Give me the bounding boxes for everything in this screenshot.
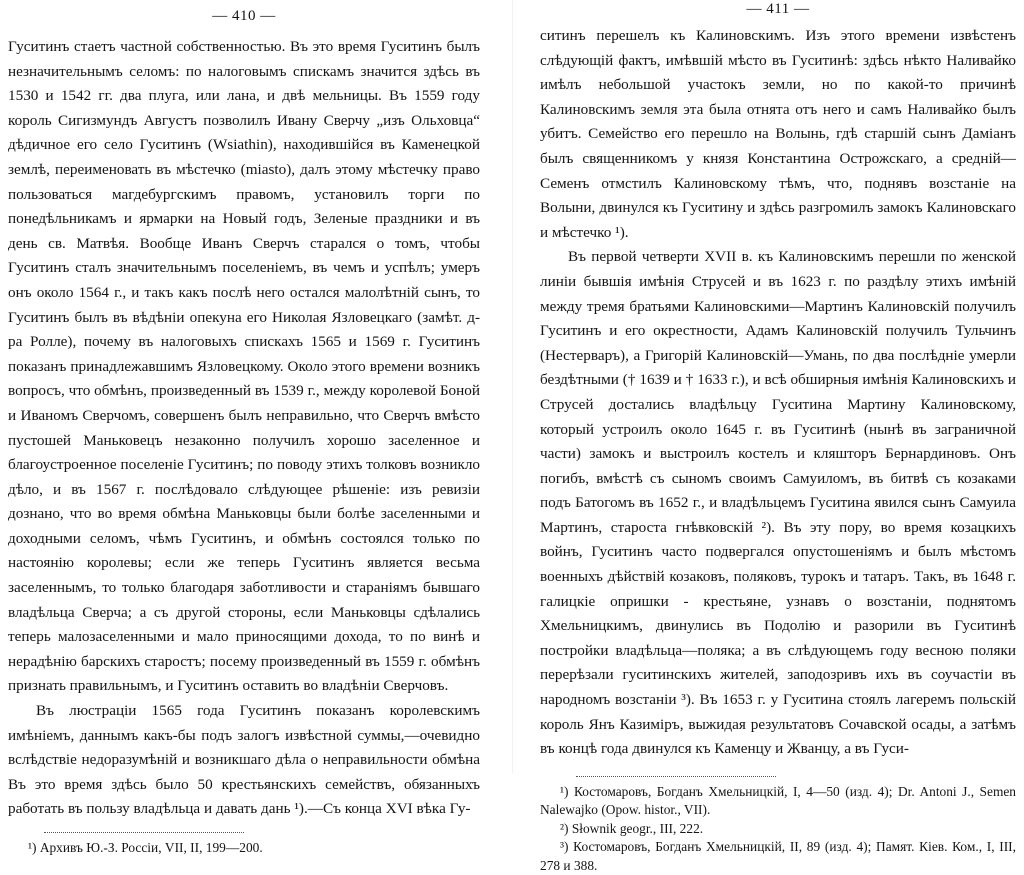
paragraph: ситинъ перешелъ къ Калиновскимъ. Изъ этого времени извѣстенъ слѣдующій фактъ, имѣвшій мѣсто въ Гуситинѣ: здѣсь нѣкто Наливайко имѣлъ небольшой участокъ земли, но по какой-то причинѣ Калиновскимъ земля эта была отнята отъ него и самъ Наливайко былъ убитъ. Семейство его перешло на Волынь, гдѣ старшій сынъ Даміанъ былъ священникомъ у князя Константина Острожскаго, а средній—Семенъ отмстилъ Калиновскому тѣмъ, что, поднявъ возстаніе на Волыни, двинулся къ Гуситину и здѣсь разгромилъ замокъ Калиновскаго и мѣстечко ¹). [540,27,1016,241]
paragraph: Въ первой четверти XVII в. къ Калиновскимъ перешли по женской линіи бывшія имѣнія Струсей и въ 1623 г. по раздѣлу этихъ имѣній между тремя братьями Калиновскими—Мартинъ Калиновскій получилъ Гуситинъ и его окрестности, Адамъ Калиновскій получилъ Тульчинъ (Нестерваръ), а Григорій Калиновскій—Умань, по два послѣдніе умерли бездѣтными († 1639 и † 1633 г.), и всѣ обширныя имѣнія Калиновскихъ и Струсей достались владѣльцу Гуситина Мартину Калиновскому, который устроилъ около 1645 г. въ Гуситинѣ (нынѣ въ заграничной части) замокъ и выстроилъ костелъ и кляшторъ Бернардиновъ. Онъ погибъ, вмѣстѣ съ сыномъ своимъ Самуиломъ, въ битвѣ съ козаками подъ Батогомъ въ 1652 г., и владѣльцемъ Гуситина явился сынъ Самуила Мартинъ, староста гнѣвковскій ²). Въ эту пору, во время козацкихъ войнъ, Гуситинъ часто подвергался опустошеніямъ и былъ мѣстомъ военныхъ дѣйствій козаковъ, поляковъ, турокъ и татаръ. Такъ, въ 1648 г. галицкіе опришки - крестьяне, узнавъ о возстаніи, поднятомъ Хмельницкимъ, двинулись въ Подолію и разорили въ Гуситинѣ постройки владѣльца—поляка; а въ слѣдующемъ году весною поляки перерѣзали гуситинскихъ жителей, заподозривъ ихъ въ соучастіи въ народномъ возстаніи ³). Въ 1653 г. у Гуситина стоялъ лагеремъ польскій король Янъ Казиміръ, выжидая результатовъ Сочавской осады, а затѣмъ въ концѣ года двинулся къ Каменцу и Жванцу, а въ Гуси- [540,248,1016,758]
body-text [540,24,1016,762]
paragraph: Въ люстраціи 1565 года Гуситинъ показанъ королевскимъ имѣніемъ, даннымъ какъ-бы подъ залогъ извѣстной суммы,—очевидно вслѣдствіе недоразумѣній и возникшаго дѣла о неправильности обмѣна Въ это время здѣсь было 50 крестьянскихъ семействъ, обязанныхъ работать въ пользу владѣльца и давать дань ¹).—Съ конца XVI вѣка Гу- [8,702,480,818]
footnote: ¹) Архивъ Ю.-З. Россіи, VII, II, 199—200. [28,840,263,855]
footnote: ¹) Костомаровъ, Богданъ Хмельницкій, I, 4—50 (изд. 4); Dr. Antoni J., Semen Nalewajko (Opow. histor., VII). [540,783,1016,818]
footnote: ³) Костомаровъ, Богданъ Хмельницкій, II, 89 (изд. 4); Памят. Кіев. Ком., I, III, 278 и 388. [540,839,1016,873]
paragraph: Гуситинъ стаетъ частной собственностью. Въ это время Гуситинъ былъ незначительнымъ селомъ: по налоговымъ спискамъ значится здѣсь въ 1530 и 1542 гг. два плуга, или лана, и двѣ мельницы. Въ 1559 году король Сигизмундъ Августъ позволилъ Ивану Сверчу „изъ Ольховца“ дѣдичное его село Гуситинъ (Wsiathin), находившійся въ Каменецкой землѣ, переименовать въ мѣстечко (miasto), далъ этому мѣстечку право пользоваться магдебургскимъ правомъ, установилъ торги по понедѣльникамъ и ярмарки на Новый годъ, Зеленые праздники и въ день св. Матвѣя. Вообще Иванъ Сверчъ старался о томъ, чтобы Гуситинъ сталъ значительнымъ поселеніемъ, въ чемъ и успѣлъ; умеръ онъ около 1564 г., и такъ какъ послѣ него остался малолѣтній сынъ, то Гуситинъ былъ въ вѣдѣніи опекуна его Николая Язловецкаго (замѣт. д-ра Ролле), почему въ налоговыхъ спискахъ 1565 и 1569 г. Гуситинъ показанъ принадлежавшимъ Язловецкому. Около этого времени возникъ вопросъ, что обмѣнъ, произведенный въ 1539 г., между королевой Боной и Иваномъ Сверчомъ, совершенъ былъ неправильно, что Сверчъ вмѣсто пустошей Маньковецъ незаконно получилъ хорошо заселенное и благоустроенное поселеніе Гуситинъ; по поводу этихъ толковъ возникло дѣло, и въ 1567 г. послѣдовало слѣдующее рѣшеніе: изъ ревизіи дознано, что во время обмѣна Маньковцы были болѣе заселенными и доходными селомъ, чѣмъ Гуситинъ, и обмѣнъ состоялся только по настоянію королевы; если же теперь Гуситинъ является весьма заселеннымъ, то только благодаря заботливости и стараніямъ бывшаго владѣльца Сверча; а съ другой стороны, если Маньковцы сдѣлались теперь малозаселенными и мало приносящими дохода, то по винѣ и нерадѣнію барскихъ старостъ; посему произведенный въ 1559 г. обмѣнъ признать правильнымъ, и Гуситинъ оставить во владѣніи Сверчовъ. [8,38,480,695]
body-text [8,35,480,822]
left-page [0,0,506,855]
page-number: — 410 — [212,8,276,24]
page-number: — 411 — [746,1,810,17]
footnotes [540,783,1016,875]
footnote-divider [576,776,776,777]
right-page [518,0,1024,873]
gutter-divider [512,0,513,773]
footnotes [8,839,480,858]
footnote: ²) Słownik geogr., III, 222. [560,820,704,836]
footnote-divider [44,832,244,833]
